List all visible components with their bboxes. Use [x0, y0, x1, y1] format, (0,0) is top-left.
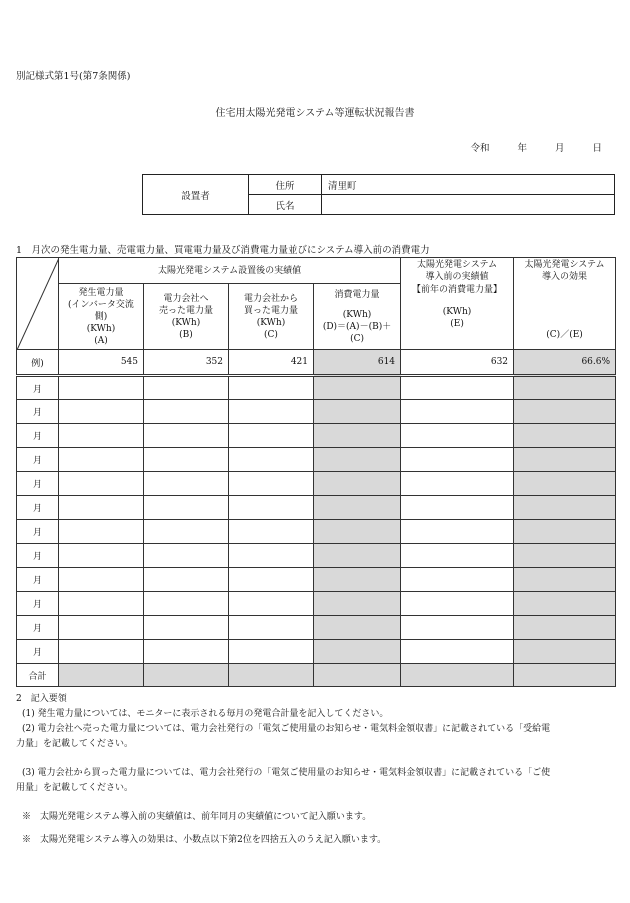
month-cell-a[interactable] [59, 400, 144, 424]
month-cell-a[interactable] [59, 448, 144, 472]
month-row [17, 592, 616, 616]
month-cell-b[interactable] [144, 544, 229, 568]
total-label: 合計 [17, 664, 59, 687]
example-f: 66.6% [514, 350, 616, 376]
reporter-table [142, 174, 615, 215]
date-day: 日 [592, 143, 602, 154]
total-b [144, 664, 229, 687]
group-header-after: 太陽光発電システム設置後の実績値 [59, 258, 401, 284]
date-month: 月 [554, 143, 565, 154]
month-cell-d [314, 424, 401, 448]
example-row [17, 350, 616, 376]
month-cell-c[interactable] [229, 568, 314, 592]
month-cell-b[interactable] [144, 472, 229, 496]
month-cell-c[interactable] [229, 376, 314, 400]
col-header-e: 【前年の消費電力量】 (KWh) (E) [401, 284, 514, 350]
month-row [17, 520, 616, 544]
month-cell-c[interactable] [229, 448, 314, 472]
month-cell-d [314, 400, 401, 424]
month-cell-c[interactable] [229, 544, 314, 568]
notes-heading: 2 記入要領 [16, 694, 67, 704]
col-header-b: 電力会社へ 売った電力量 (KWh) (B) [144, 284, 229, 350]
month-cell-e[interactable] [401, 496, 514, 520]
month-cell-a[interactable] [59, 568, 144, 592]
month-cell-d [314, 544, 401, 568]
month-cell-b[interactable] [144, 568, 229, 592]
note-3-cont: 用量」を記載してください。 [16, 783, 134, 793]
name-field[interactable] [322, 195, 615, 215]
month-cell-f [514, 448, 616, 472]
month-cell-e[interactable] [401, 448, 514, 472]
note-1: (1) 発生電力量については、モニターに表示される毎月の発電合計量を記入してください。 [22, 709, 389, 719]
usage-table [16, 257, 616, 687]
address-label: 住所 [249, 175, 322, 195]
form-number: 別記様式第1号(第7条関係) [16, 71, 131, 82]
month-cell-b[interactable] [144, 640, 229, 664]
month-cell-a[interactable] [59, 496, 144, 520]
month-row [17, 448, 616, 472]
month-cell-b[interactable] [144, 448, 229, 472]
month-label: 月 [17, 472, 59, 496]
month-label: 月 [17, 592, 59, 616]
month-cell-d [314, 448, 401, 472]
total-a [59, 664, 144, 687]
note-3: (3) 電力会社から買った電力量については、電力会社発行の「電気ご使用量のお知らせ・電気料金領収書」に記載されている「ご使 [22, 768, 551, 778]
month-cell-a[interactable] [59, 376, 144, 400]
month-cell-b[interactable] [144, 376, 229, 400]
month-label: 月 [17, 640, 59, 664]
section-1-title: 1 月次の発生電力量、売電電力量、買電電力量及び消費電力量並びにシステム導入前の消費電力 [16, 245, 430, 256]
month-cell-f [514, 640, 616, 664]
month-cell-f [514, 568, 616, 592]
month-cell-d [314, 616, 401, 640]
address-field[interactable]: 清里町 [322, 175, 615, 195]
month-cell-f [514, 520, 616, 544]
document-title: 住宅用太陽光発電システム等運転状況報告書 [215, 108, 415, 119]
month-cell-c[interactable] [229, 640, 314, 664]
remark-1: ※ 太陽光発電システム導入前の実績値は、前年同月の実績値について記入願います。 [22, 812, 372, 822]
month-row [17, 568, 616, 592]
month-cell-a[interactable] [59, 616, 144, 640]
month-cell-f [514, 472, 616, 496]
example-e: 632 [401, 350, 514, 376]
month-cell-c[interactable] [229, 400, 314, 424]
month-cell-e[interactable] [401, 568, 514, 592]
month-cell-e[interactable] [401, 640, 514, 664]
month-row [17, 496, 616, 520]
month-label: 月 [17, 544, 59, 568]
month-cell-e[interactable] [401, 376, 514, 400]
notes-section [16, 692, 616, 848]
month-cell-b[interactable] [144, 592, 229, 616]
month-row [17, 544, 616, 568]
date-era: 令和 [470, 143, 490, 154]
note-2-cont: 力量」を記載してください。 [16, 739, 134, 749]
group-header-effect: 太陽光発電システム 導入の効果 [514, 258, 616, 284]
example-d: 614 [314, 350, 401, 376]
month-cell-b[interactable] [144, 496, 229, 520]
month-cell-a[interactable] [59, 520, 144, 544]
month-cell-a[interactable] [59, 592, 144, 616]
month-cell-e[interactable] [401, 592, 514, 616]
diagonal-line [17, 258, 59, 350]
total-f [514, 664, 616, 687]
month-cell-e[interactable] [401, 520, 514, 544]
month-cell-f [514, 376, 616, 400]
month-label: 月 [17, 448, 59, 472]
note-2: (2) 電力会社へ売った電力量については、電力会社発行の「電気ご使用量のお知らせ・電気料金領収書」に記載されている「受給電 [22, 724, 551, 734]
month-cell-d [314, 520, 401, 544]
date-year: 年 [517, 143, 527, 154]
month-label: 月 [17, 520, 59, 544]
month-cell-c[interactable] [229, 496, 314, 520]
month-cell-b[interactable] [144, 616, 229, 640]
date-line [470, 140, 602, 154]
example-label: 例) [17, 350, 59, 376]
col-header-d: 消費電力量 (KWh) (D)＝(A)－(B)＋(C) [314, 284, 401, 350]
month-cell-a[interactable] [59, 544, 144, 568]
month-cell-f [514, 424, 616, 448]
col-header-c: 電力会社から 買った電力量 (KWh) (C) [229, 284, 314, 350]
month-cell-a[interactable] [59, 424, 144, 448]
month-cell-a[interactable] [59, 640, 144, 664]
month-cell-b[interactable] [144, 400, 229, 424]
month-cell-e[interactable] [401, 400, 514, 424]
total-c [229, 664, 314, 687]
col-header-a: 発生電力量 (インバータ交流側) (KWh) (A) [59, 284, 144, 350]
month-cell-d [314, 496, 401, 520]
col-header-f: (C)／(E) [514, 284, 616, 350]
total-row [17, 664, 616, 687]
month-cell-d [314, 568, 401, 592]
month-cell-d [314, 472, 401, 496]
total-e [401, 664, 514, 687]
month-cell-c[interactable] [229, 592, 314, 616]
month-cell-c[interactable] [229, 520, 314, 544]
month-label: 月 [17, 376, 59, 400]
reporter-label: 設置者 [143, 175, 249, 215]
diagonal-header-cell [17, 258, 59, 350]
month-cell-f [514, 616, 616, 640]
example-c: 421 [229, 350, 314, 376]
month-label: 月 [17, 616, 59, 640]
month-cell-f [514, 400, 616, 424]
month-label: 月 [17, 496, 59, 520]
month-cell-d [314, 592, 401, 616]
month-cell-d [314, 640, 401, 664]
example-a: 545 [59, 350, 144, 376]
total-d [314, 664, 401, 687]
group-header-before: 太陽光発電システム 導入前の実績値 [401, 258, 514, 284]
month-cell-e[interactable] [401, 544, 514, 568]
month-cell-e[interactable] [401, 472, 514, 496]
month-cell-f [514, 592, 616, 616]
month-cell-e[interactable] [401, 424, 514, 448]
month-cell-b[interactable] [144, 520, 229, 544]
month-cell-c[interactable] [229, 424, 314, 448]
month-label: 月 [17, 424, 59, 448]
month-row [17, 472, 616, 496]
month-row [17, 424, 616, 448]
month-row [17, 640, 616, 664]
month-label: 月 [17, 400, 59, 424]
month-cell-f [514, 496, 616, 520]
month-cell-a[interactable] [59, 472, 144, 496]
month-cell-c[interactable] [229, 472, 314, 496]
month-row [17, 616, 616, 640]
month-cell-e[interactable] [401, 616, 514, 640]
remark-2: ※ 太陽光発電システム導入の効果は、小数点以下第2位を四捨五入のうえ記入願います。 [22, 835, 387, 845]
month-row [17, 400, 616, 424]
month-row [17, 376, 616, 400]
month-cell-d [314, 376, 401, 400]
month-cell-f [514, 544, 616, 568]
month-cell-c[interactable] [229, 616, 314, 640]
month-label: 月 [17, 568, 59, 592]
name-label: 氏名 [249, 195, 322, 215]
example-b: 352 [144, 350, 229, 376]
month-cell-b[interactable] [144, 424, 229, 448]
